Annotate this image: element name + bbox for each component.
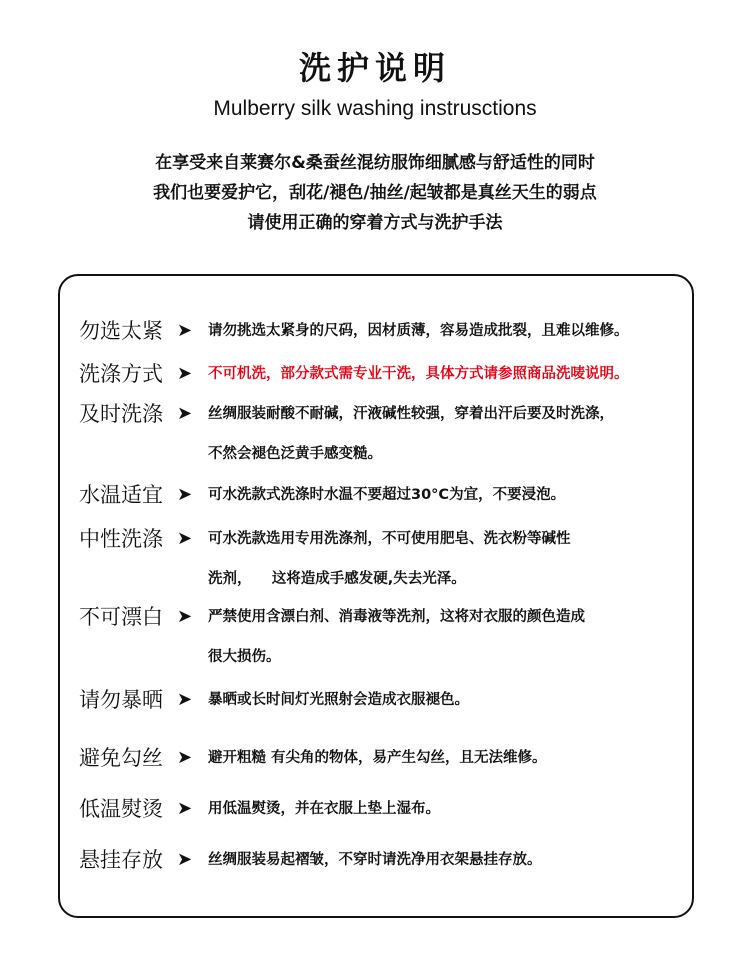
arrow-icon: ➤ — [177, 606, 193, 627]
arrow-icon: ➤ — [177, 484, 193, 505]
care-item-heading: 洗涤方式 — [79, 362, 163, 386]
care-item-text: 可水洗款选用专用洗涤剂，不可使用肥皂、洗衣粉等碱性 洗剂， 这将造成手感发硬,失去光泽。 — [208, 531, 571, 587]
intro-text — [0, 148, 750, 238]
care-item-text: 严禁使用含漂白剂、消毒液等洗剂，这将对衣服的颜色造成 很大损伤。 — [208, 609, 585, 665]
care-item-heading: 悬挂存放 — [79, 848, 163, 872]
care-item-heading: 低温熨烫 — [79, 797, 163, 821]
care-item-text: 丝绸服装易起褶皱，不穿时请洗净用衣架悬挂存放。 — [208, 852, 542, 868]
care-item-heading: 及时洗涤 — [79, 402, 163, 426]
intro-line: 我们也要爱护它，刮花/褪色/抽丝/起皱都是真丝天生的弱点 — [153, 183, 597, 203]
care-item-heading: 请勿暴晒 — [79, 688, 163, 712]
care-item-heading: 水温适宜 — [79, 483, 163, 507]
care-item-text: 丝绸服装耐酸不耐碱，汗液碱性较强，穿着出汗后要及时洗涤， 不然会褪色泛黄手感变糙。 — [208, 406, 614, 462]
intro-line: 在享受来自莱赛尔&桑蚕丝混纺服饰细腻感与舒适性的同时 — [155, 153, 595, 173]
intro-line: 请使用正确的穿着方式与洗护手法 — [247, 213, 503, 233]
arrow-icon: ➤ — [177, 798, 193, 819]
care-item-heading: 勿选太紧 — [79, 319, 163, 343]
care-item-text: 避开粗糙 有尖角的物体，易产生勾丝，且无法维修。 — [208, 750, 547, 766]
care-item-text: 请勿挑选太紧身的尺码，因材质薄，容易造成批裂，且难以维修。 — [208, 323, 629, 339]
arrow-icon: ➤ — [177, 689, 193, 710]
page-title: 洗护说明 — [298, 49, 451, 87]
page-subtitle: Mulberry silk washing instrusctions — [213, 97, 537, 120]
arrow-icon: ➤ — [177, 747, 193, 768]
care-item-text: 用低温熨烫，并在衣服上垫上湿布。 — [208, 801, 440, 817]
arrow-icon: ➤ — [177, 849, 193, 870]
care-item-heading: 避免勾丝 — [79, 746, 163, 770]
care-item-text-warning: 不可机洗，部分款式需专业干洗，具体方式请参照商品洗唛说明。 — [208, 366, 629, 382]
care-item-text: 暴晒或长时间灯光照射会造成衣服褪色。 — [208, 692, 469, 708]
arrow-icon: ➤ — [177, 528, 193, 549]
arrow-icon: ➤ — [177, 320, 193, 341]
care-item-heading: 中性洗涤 — [79, 527, 163, 551]
care-item-heading: 不可漂白 — [79, 605, 163, 629]
arrow-icon: ➤ — [177, 403, 193, 424]
arrow-icon: ➤ — [177, 363, 193, 384]
care-item-text: 可水洗款式洗涤时水温不要超过30°C为宜，不要浸泡。 — [208, 487, 566, 503]
